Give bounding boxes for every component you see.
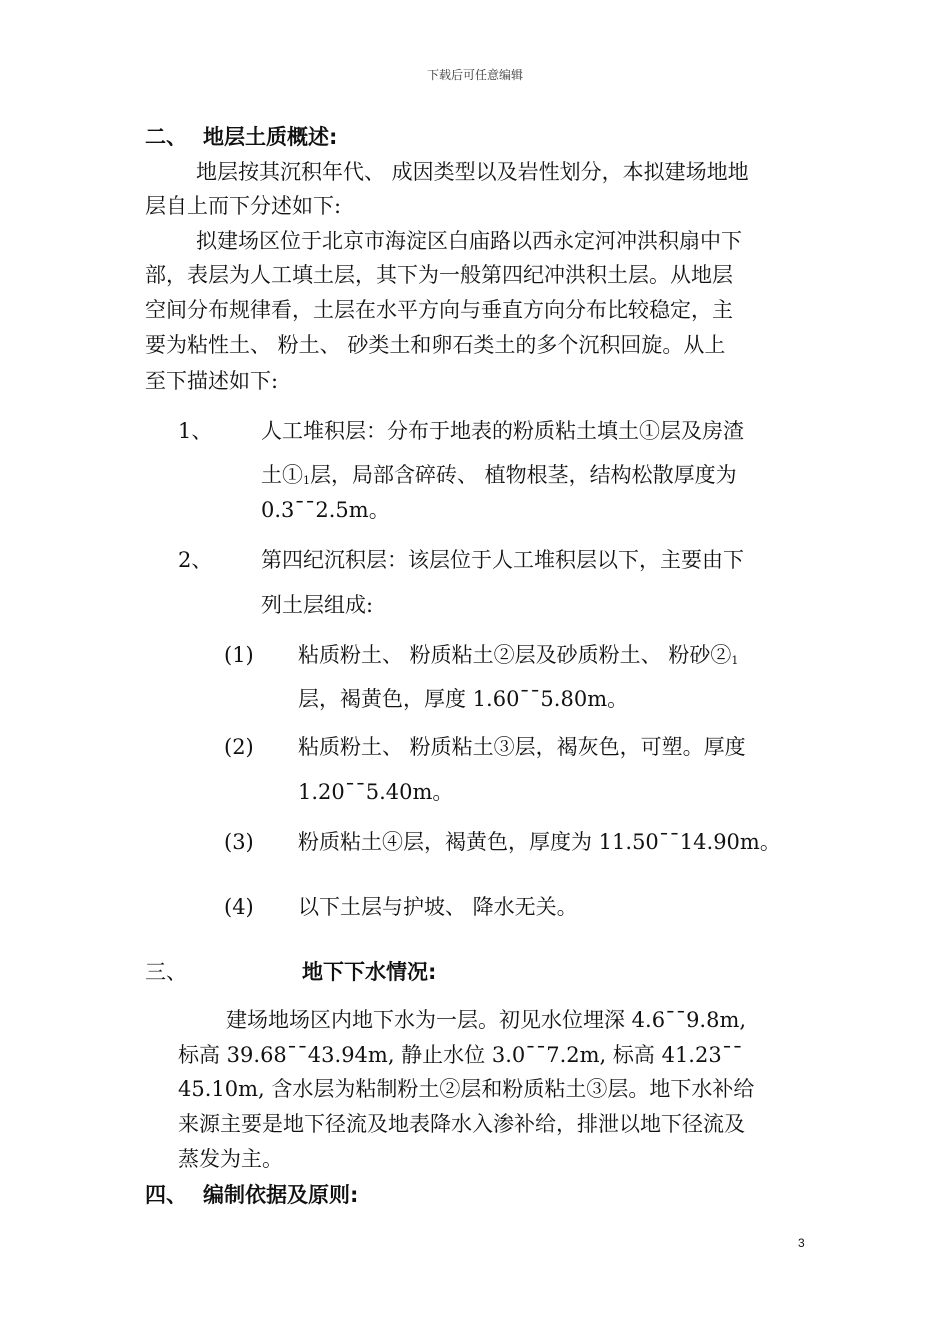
section-2-title: 地层土质概述: bbox=[203, 125, 338, 149]
item-1-line-3: 0.3¯¯2.5m。 bbox=[261, 498, 390, 522]
sub-4-line-1: 以下土层与护坡、 降水无关。 bbox=[298, 895, 578, 919]
item-1-number: 1、 bbox=[178, 419, 213, 443]
item-2-line-2: 列土层组成: bbox=[261, 593, 374, 617]
item-1-line-2a: 土① bbox=[261, 463, 303, 487]
para-2-line-1: 拟建场区位于北京市海淀区白庙路以西永定河冲洪积扇中下 bbox=[196, 229, 742, 253]
para-2-line-4: 要为粘性土、 粉土、 砂类土和卵石类土的多个沉积回旋。从上 bbox=[145, 333, 726, 357]
sub-1-subscript: 1 bbox=[731, 654, 739, 667]
section-3-number: 三、 bbox=[145, 960, 187, 984]
para-2-line-3: 空间分布规律看，土层在水平方向与垂直方向分布比较稳定，主 bbox=[145, 298, 733, 322]
item-1-line-2 bbox=[261, 458, 737, 498]
sub-3-number: (3) bbox=[224, 830, 254, 854]
para-2-line-2: 部，表层为人工填土层，其下为一般第四纪冲洪积土层。从地层 bbox=[145, 263, 733, 287]
sub-1-line-2: 层，褐黄色，厚度 1.60¯¯5.80m。 bbox=[298, 687, 629, 711]
sub-2-line-1: 粘质粉土、 粉质粘土③层，褐灰色，可塑。厚度 bbox=[298, 735, 746, 759]
section-3-line-4: 来源主要是地下径流及地表降水入渗补给，排泄以地下径流及 bbox=[178, 1112, 745, 1136]
para-1-line-2: 层自上而下分述如下: bbox=[145, 194, 342, 218]
section-3-line-5: 蒸发为主。 bbox=[178, 1147, 283, 1171]
section-4-number: 四、 bbox=[145, 1183, 187, 1207]
section-4-title: 编制依据及原则: bbox=[203, 1183, 359, 1207]
sub-1-line-1 bbox=[298, 638, 738, 678]
sub-1-number: (1) bbox=[224, 643, 254, 667]
item-1-subscript: 1 bbox=[303, 474, 310, 487]
page-header: 下载后可任意编辑 bbox=[426, 68, 523, 82]
section-3-title: 地下下水情况: bbox=[302, 960, 437, 984]
item-2-line-1: 第四纪沉积层：该层位于人工堆积层以下，主要由下 bbox=[261, 548, 744, 572]
sub-3-line-1: 粉质粘土④层，褐黄色，厚度为 11.50¯¯14.90m。 bbox=[298, 830, 781, 854]
para-2-line-5: 至下描述如下: bbox=[145, 369, 279, 393]
page-number: 3 bbox=[798, 1236, 805, 1250]
sub-1-line-1a: 粘质粉土、 粉质粘土②层及砂质粉土、 粉砂② bbox=[298, 643, 732, 667]
section-3-line-1: 建场地场区内地下水为一层。初见水位埋深 4.6¯¯9.8m, bbox=[226, 1008, 747, 1032]
sub-2-number: (2) bbox=[224, 735, 254, 759]
item-1-line-1: 人工堆积层：分布于地表的粉质粘土填土①层及房渣 bbox=[261, 419, 744, 443]
section-2-number: 二、 bbox=[145, 125, 187, 149]
section-3-line-3: 45.10m, 含水层为粘制粉土②层和粉质粘土③层。地下水补给 bbox=[178, 1077, 755, 1101]
section-3-line-2: 标高 39.68¯¯43.94m, 静止水位 3.0¯¯7.2m, 标高 41.23¯¯ bbox=[178, 1043, 743, 1067]
item-1-line-2b: 层，局部含碎砖、 植物根茎，结构松散厚度为 bbox=[310, 463, 737, 487]
item-2-number: 2、 bbox=[178, 548, 213, 572]
sub-2-line-2: 1.20¯¯5.40m。 bbox=[298, 780, 454, 804]
para-1-line-1: 地层按其沉积年代、 成因类型以及岩性划分，本拟建场地地 bbox=[196, 160, 749, 184]
sub-4-number: (4) bbox=[224, 895, 254, 919]
